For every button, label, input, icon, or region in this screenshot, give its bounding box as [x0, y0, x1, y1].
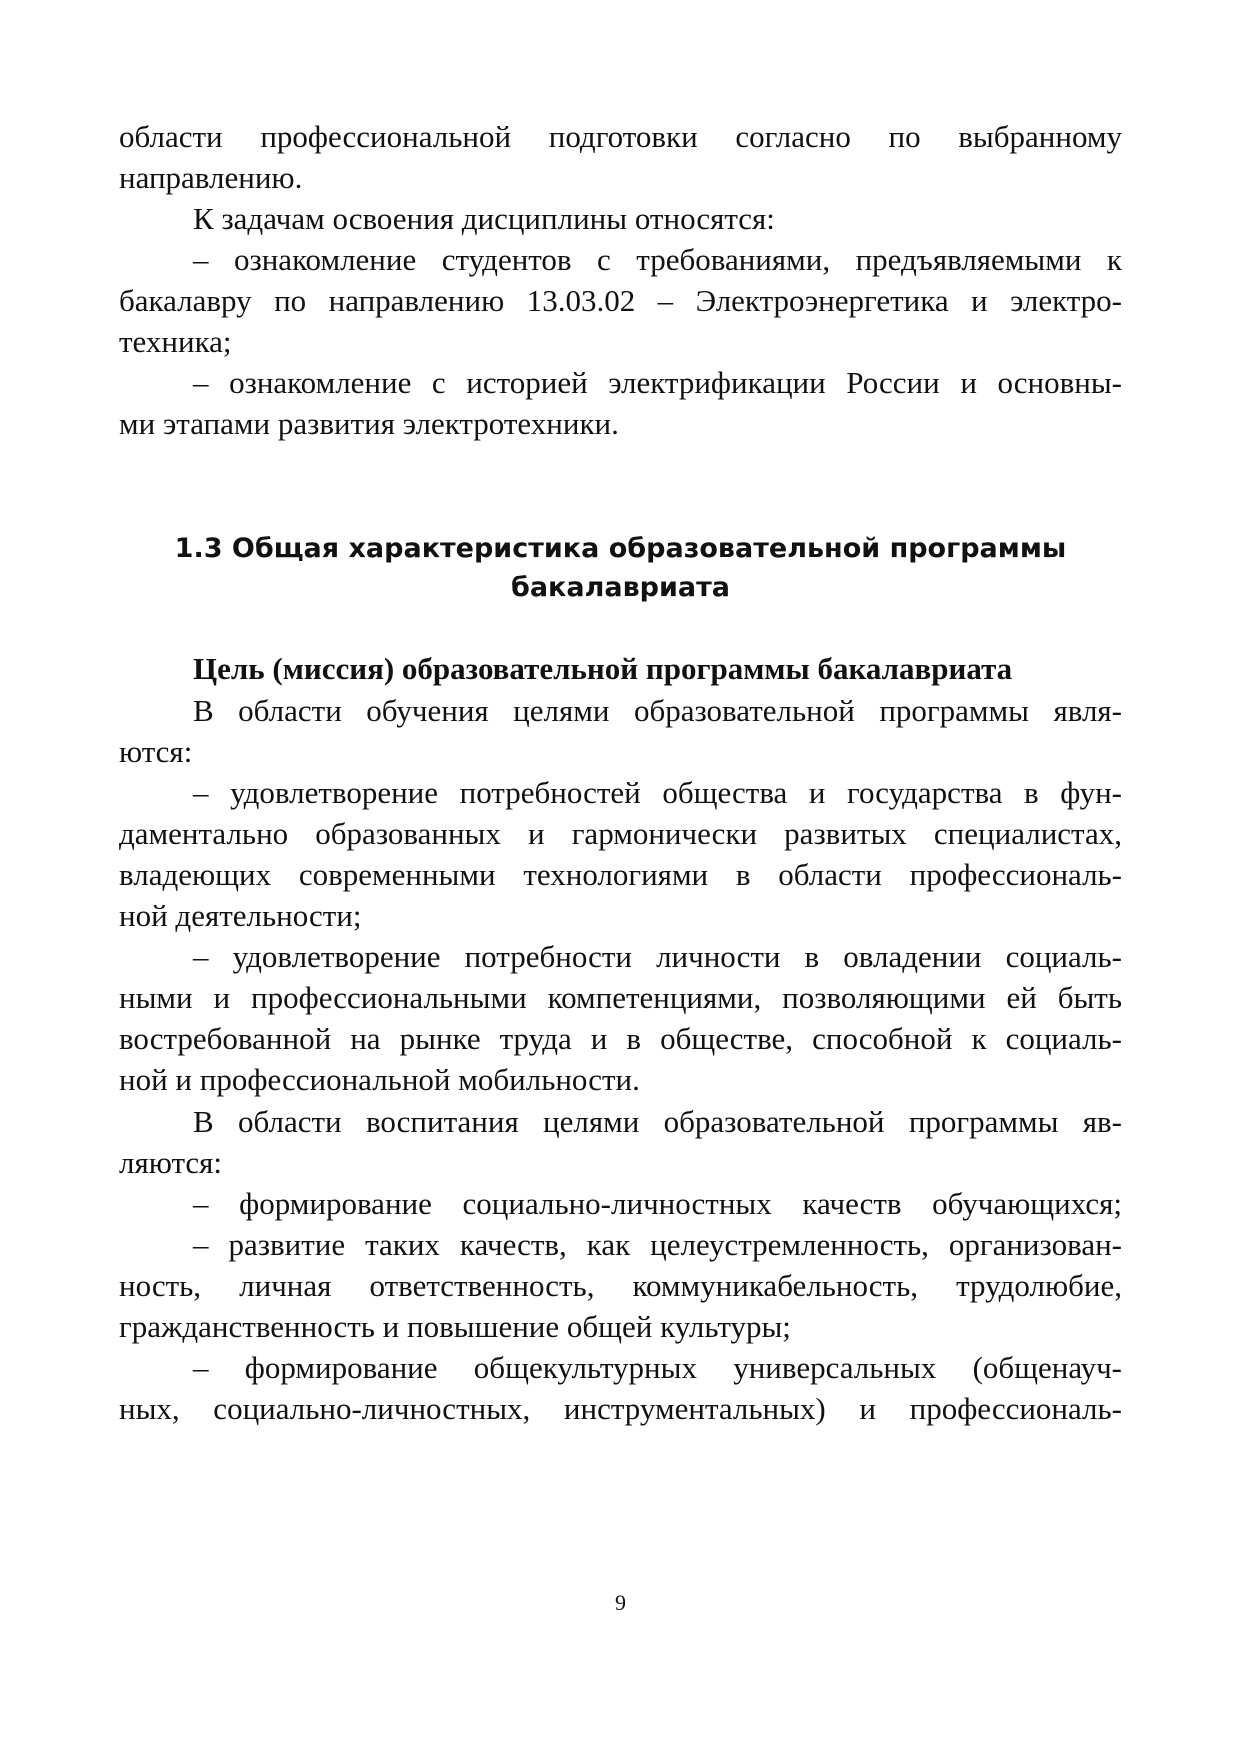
- text-line: направлению.: [119, 160, 303, 195]
- text-line: – удовлетворение потребностей общества и государства в фун-: [193, 775, 1122, 810]
- text-line: В области обучения целями образовательной программы явля-: [193, 693, 1122, 728]
- text-line: ными и профессиональными компетенциями, позволяющими ей быть: [119, 980, 1122, 1015]
- page-number: 9: [615, 1590, 626, 1615]
- subsection-heading: Цель (миссия) образовательной программы бакалавриата: [193, 651, 1013, 686]
- text-line: гражданственность и повышение общей культуры;: [119, 1309, 791, 1344]
- text-line: – ознакомление студентов с требованиями, предъявляемыми к: [193, 242, 1122, 277]
- section-heading-line-2: бакалавриата: [510, 572, 731, 603]
- text-line: – формирование социально-личностных качеств обучающихся;: [193, 1186, 1122, 1221]
- text-line: ются:: [119, 734, 193, 769]
- text-line: – формирование общекультурных универсальных (общенауч-: [193, 1350, 1122, 1385]
- text-line: области профессиональной подготовки согласно по выбранному: [119, 119, 1122, 154]
- text-line: владеющих современными технологиями в области профессиональ-: [119, 857, 1122, 892]
- text-line: востребованной на рынке труда и в обществе, способной к социаль-: [119, 1021, 1122, 1056]
- text-line: техника;: [119, 324, 232, 359]
- text-line: ной и профессиональной мобильности.: [119, 1062, 640, 1097]
- text-line: К задачам освоения дисциплины относятся:: [193, 201, 775, 236]
- text-line: ляются:: [119, 1145, 223, 1180]
- text-line: В области воспитания целями образовательной программы яв-: [193, 1104, 1122, 1139]
- text-line: даментально образованных и гармонически развитых специалистах,: [119, 816, 1122, 851]
- text-line: ных, социально-личностных, инструментальных) и профессиональ-: [119, 1391, 1122, 1426]
- text-line: ми этапами развития электротехники.: [119, 406, 619, 441]
- text-line: ность, личная ответственность, коммуникабельность, трудолюбие,: [119, 1268, 1122, 1303]
- text-line: бакалавру по направлению 13.03.02 – Электроэнергетика и электро-: [119, 283, 1122, 318]
- text-line: – развитие таких качеств, как целеустремленность, организован-: [193, 1227, 1122, 1262]
- text-line: – удовлетворение потребности личности в овладении социаль-: [193, 939, 1122, 974]
- section-heading-line-1: 1.3 Общая характеристика образовательной программы: [174, 533, 1067, 564]
- text-line: ной деятельности;: [119, 898, 362, 933]
- text-line: – ознакомление с историей электрификации России и основны-: [193, 365, 1122, 400]
